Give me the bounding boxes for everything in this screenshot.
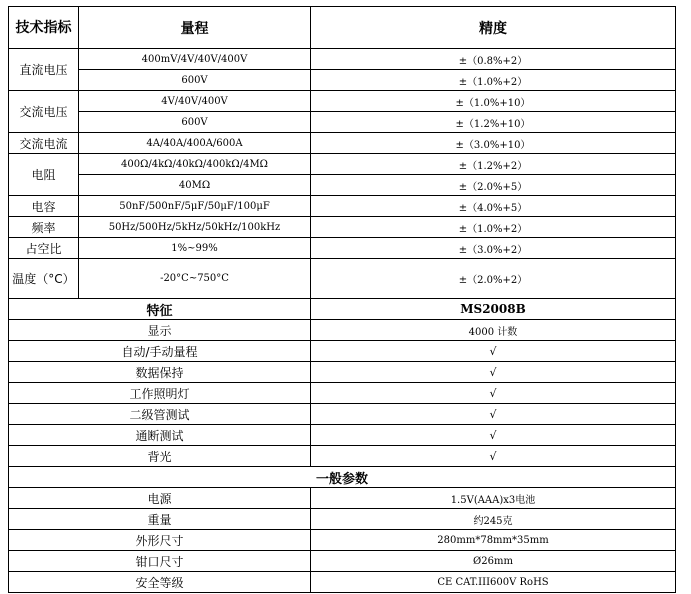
check-icon: √ bbox=[311, 446, 676, 467]
dcv-label: 直流电压 bbox=[9, 49, 79, 91]
param-value: CE CAT.III600V RoHS bbox=[311, 572, 676, 593]
cap-accuracy-1: ±（4.0%+5） bbox=[311, 196, 676, 217]
dcv-range-2: 600V bbox=[79, 70, 311, 91]
dcv-accuracy-2: ±（1.0%+2） bbox=[311, 70, 676, 91]
table-row bbox=[9, 404, 676, 425]
feature-name: 显示 bbox=[9, 320, 311, 341]
acv-range-2: 600V bbox=[79, 112, 311, 133]
table-row bbox=[9, 446, 676, 467]
table-row bbox=[9, 488, 676, 509]
table-row bbox=[9, 320, 676, 341]
model-name: MS2008B bbox=[311, 299, 676, 320]
param-name: 电源 bbox=[9, 488, 311, 509]
table-row bbox=[9, 362, 676, 383]
duty-label: 占空比 bbox=[9, 238, 79, 259]
acv-accuracy-1: ±（1.0%+10） bbox=[311, 91, 676, 112]
duty-range-1: 1%~99% bbox=[79, 238, 311, 259]
param-value: 约245克 bbox=[311, 509, 676, 530]
table-row bbox=[9, 133, 676, 154]
acv-accuracy-2: ±（1.2%+10） bbox=[311, 112, 676, 133]
table-row bbox=[9, 175, 676, 196]
general-header-row bbox=[9, 467, 676, 488]
feature-name: 背光 bbox=[9, 446, 311, 467]
res-accuracy-2: ±（2.0%+5） bbox=[311, 175, 676, 196]
check-icon: √ bbox=[311, 425, 676, 446]
res-accuracy-1: ±（1.2%+2） bbox=[311, 154, 676, 175]
table-row bbox=[9, 383, 676, 404]
freq-range-1: 50Hz/500Hz/5kHz/50kHz/100kHz bbox=[79, 217, 311, 238]
check-icon: √ bbox=[311, 383, 676, 404]
param-value: Ø26mm bbox=[311, 551, 676, 572]
param-name: 重量 bbox=[9, 509, 311, 530]
table-row bbox=[9, 551, 676, 572]
dcv-accuracy-1: ±（0.8%+2） bbox=[311, 49, 676, 70]
table-row bbox=[9, 112, 676, 133]
features-header: 特征 bbox=[9, 299, 311, 320]
feature-name: 数据保持 bbox=[9, 362, 311, 383]
res-label: 电阻 bbox=[9, 154, 79, 196]
param-name: 外形尺寸 bbox=[9, 530, 311, 551]
feature-value: 4000 计数 bbox=[311, 320, 676, 341]
param-name: 钳口尺寸 bbox=[9, 551, 311, 572]
res-range-1: 400Ω/4kΩ/40kΩ/400kΩ/4MΩ bbox=[79, 154, 311, 175]
aca-label: 交流电流 bbox=[9, 133, 79, 154]
acv-range-1: 4V/40V/400V bbox=[79, 91, 311, 112]
aca-accuracy-1: ±（3.0%+10） bbox=[311, 133, 676, 154]
table-row bbox=[9, 217, 676, 238]
header-row bbox=[9, 7, 676, 49]
feature-name: 二级管测试 bbox=[9, 404, 311, 425]
param-value: 280mm*78mm*35mm bbox=[311, 530, 676, 551]
table-row bbox=[9, 238, 676, 259]
acv-label: 交流电压 bbox=[9, 91, 79, 133]
cap-range-1: 50nF/500nF/5μF/50μF/100μF bbox=[79, 196, 311, 217]
table-row bbox=[9, 572, 676, 593]
duty-accuracy-1: ±（3.0%+2） bbox=[311, 238, 676, 259]
aca-range-1: 4A/40A/400A/600A bbox=[79, 133, 311, 154]
spec-table bbox=[8, 6, 676, 593]
general-header: 一般参数 bbox=[9, 467, 676, 488]
header-accuracy: 精度 bbox=[311, 7, 676, 49]
table-row bbox=[9, 259, 676, 299]
cap-label: 电容 bbox=[9, 196, 79, 217]
temp-range-1: -20°C~750°C bbox=[79, 259, 311, 299]
table-row bbox=[9, 154, 676, 175]
check-icon: √ bbox=[311, 404, 676, 425]
feature-name: 工作照明灯 bbox=[9, 383, 311, 404]
res-range-2: 40MΩ bbox=[79, 175, 311, 196]
temp-accuracy-1: ±（2.0%+2） bbox=[311, 259, 676, 299]
dcv-range-1: 400mV/4V/40V/400V bbox=[79, 49, 311, 70]
header-range: 量程 bbox=[79, 7, 311, 49]
param-value: 1.5V(AAA)x3电池 bbox=[311, 488, 676, 509]
table-row bbox=[9, 91, 676, 112]
table-row bbox=[9, 70, 676, 91]
check-icon: √ bbox=[311, 362, 676, 383]
freq-label: 频率 bbox=[9, 217, 79, 238]
table-row bbox=[9, 341, 676, 362]
features-header-row bbox=[9, 299, 676, 320]
table-row bbox=[9, 530, 676, 551]
table-row bbox=[9, 509, 676, 530]
table-row bbox=[9, 49, 676, 70]
temp-label: 温度（°C） bbox=[9, 259, 79, 299]
freq-accuracy-1: ±（1.0%+2） bbox=[311, 217, 676, 238]
table-row bbox=[9, 196, 676, 217]
feature-name: 通断测试 bbox=[9, 425, 311, 446]
param-name: 安全等级 bbox=[9, 572, 311, 593]
check-icon: √ bbox=[311, 341, 676, 362]
table-row bbox=[9, 425, 676, 446]
header-spec: 技术指标 bbox=[9, 7, 79, 49]
feature-name: 自动/手动量程 bbox=[9, 341, 311, 362]
